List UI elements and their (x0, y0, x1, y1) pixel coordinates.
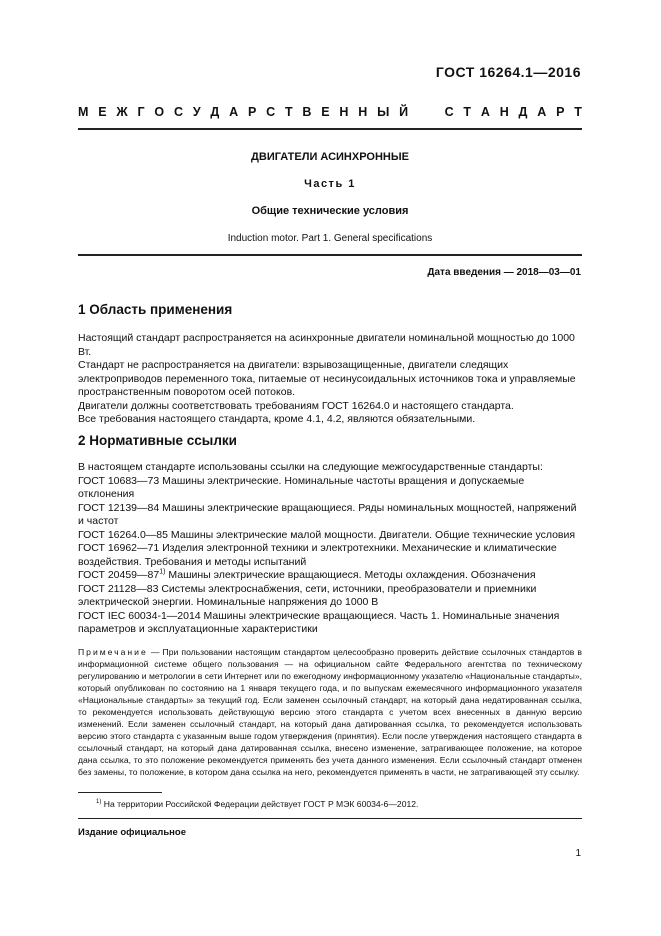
standard-type-letter: Т (574, 105, 582, 119)
standard-type-letter: Р (556, 105, 565, 119)
standard-type-letter: Й (399, 105, 409, 119)
section-1-para-4: Все требования настоящего стандарта, кроме 4.1, 4.2, являются обязательными. (78, 413, 476, 425)
section-2-intro: В настоящем стандарте использованы ссылки на следующие межгосударственные стандарты: (78, 461, 543, 473)
document-title: ДВИГАТЕЛИ АСИНХРОННЫЕ (251, 151, 409, 163)
document-part: Часть 1 (304, 178, 356, 190)
standard-type-letter: С (444, 105, 454, 119)
reference-item: ГОСТ 21128—83 Системы электроснабжения, сети, источники, преобразователи и приемники электрической энергии. Номинальные напряжения до 1000 В (78, 582, 537, 608)
section-1-heading: 1 Область применения (78, 302, 233, 317)
standard-type-letter: Е (98, 105, 107, 119)
footnote-mark: 1) (96, 799, 102, 806)
standard-type-letter: Н (499, 105, 509, 119)
footnote-rule (78, 792, 162, 793)
footnote-ref[interactable]: 1) (159, 568, 166, 576)
standard-type-letter: А (480, 105, 490, 119)
reference-text: Машины электрические вращающиеся. Методы охлаждения. Обозначения (165, 569, 536, 581)
reference-item-20459 (78, 569, 582, 583)
standard-type-heading (78, 105, 582, 119)
standard-type-letter: О (154, 105, 165, 119)
footnote (96, 799, 418, 809)
standard-type-letter: В (302, 105, 312, 119)
standard-type-letter: Е (321, 105, 330, 119)
doc-number: ГОСТ 16264.1—2016 (435, 64, 581, 80)
edition-label: Издание официальное (78, 827, 186, 838)
section-1-para-2: Стандарт не распространяется на двигатели: взрывозащищенные, двигатели следящих электроприводов переменного тока, питаемые от несинусоидальных источников тока и управляемые пространственным поворотом осей потоков. (78, 359, 576, 398)
note-block (78, 646, 582, 778)
section-2-body (78, 461, 582, 637)
document-subtitle: Общие технические условия (251, 205, 409, 217)
standard-type-letter: С (266, 105, 276, 119)
reference-code: ГОСТ 20459—87 (78, 569, 160, 581)
edition-rule (78, 818, 582, 819)
page-number: 1 (575, 848, 581, 859)
standard-type-letters (78, 105, 582, 119)
intro-date: Дата введения — 2018—03—01 (427, 267, 581, 278)
standard-type-letter: М (78, 105, 89, 119)
standard-type-letter: У (192, 105, 201, 119)
reference-item: ГОСТ 16962—71 Изделия электронной техники и электротехники. Механические и климатические воздействия. Требования и методы испытаний (78, 542, 557, 568)
standard-type-letter: Н (339, 105, 349, 119)
standard-type-letter: Ы (377, 105, 390, 119)
standard-type-letter: С (173, 105, 183, 119)
standard-type-letter (431, 105, 434, 119)
standard-type-letter: Г (137, 105, 145, 119)
standard-type-letter: Д (210, 105, 220, 119)
standard-type-letter: Н (358, 105, 368, 119)
reference-item: ГОСТ IEC 60034-1—2014 Машины электрические вращающиеся. Часть 1. Номинальные значения параметров и эксплуатационные характеристики (78, 609, 560, 635)
section-1-para-1: Настоящий стандарт распространяется на асинхронные двигатели номинальной мощностью до 1000 Вт. (78, 332, 575, 358)
standard-type-letter: А (537, 105, 547, 119)
top-rule (78, 128, 582, 130)
standard-type-letter: А (229, 105, 239, 119)
standard-type-letter: Д (518, 105, 528, 119)
standard-type-letter: Т (463, 105, 472, 119)
standard-type-letter (418, 105, 421, 119)
note-label: Примечание (78, 647, 148, 657)
section-1-para-3: Двигатели должны соответствовать требованиям ГОСТ 16264.0 и настоящего стандарта. (78, 399, 514, 412)
standard-type-letter: Р (247, 105, 257, 119)
section-2-heading: 2 Нормативные ссылки (78, 433, 237, 448)
middle-rule (78, 254, 582, 256)
note-text: — При пользовании настоящим стандартом целесообразно проверить действие ссылочных стандартов в информационной системе общего пользования — на официальном сайте Федерального агентства по техническому регулированию и метрологии в сети Интернет или по ежегодному информационному указателю «Национальные стандарты», который опубликован по состоянию на 1 января текущего года, и по выпускам ежемесячного информационного указателя «Национальные стандарты» за текущий год. Если заменен ссылочный стандарт, на который дана недатированная ссылка, то рекомендуется использовать действующую версию этого стандарта с учетом всех внесенных в данную версию изменений. Если заменен ссылочный стандарт, на который дана датированная ссылка, то рекомендуется использовать версию этого стандарта с указанным выше годом утверждения (принятия). Если после утверждения настоящего стандарта в ссылочный стандарт, на который дана датированная ссылка, внесено изменение, затрагивающее положение, на которое дана ссылка, то это положение рекомендуется применять без учета данного изменения. Если ссылочный стандарт отменен без замены, то положение, в котором дана ссылка на него, рекомендуется применять в части, не затрагивающей эту ссылку. (78, 647, 582, 777)
reference-item: ГОСТ 12139—84 Машины электрические вращающиеся. Ряды номинальных мощностей, напряжений и частот (78, 501, 577, 527)
section-1-body (78, 332, 582, 427)
standard-type-letter: Ж (116, 105, 128, 119)
english-title: Induction motor. Part 1. General specifications (227, 233, 433, 244)
reference-item: ГОСТ 10683—73 Машины электрические. Номинальные частоты вращения и допускаемые отклонения (78, 474, 525, 500)
standard-type-letter: Т (284, 105, 293, 119)
footnote-text: На территории Российской Федерации действует ГОСТ Р МЭК 60034-6—2012. (101, 799, 419, 809)
reference-item: ГОСТ 16264.0—85 Машины электрические малой мощности. Двигатели. Общие технические условия (78, 528, 576, 541)
